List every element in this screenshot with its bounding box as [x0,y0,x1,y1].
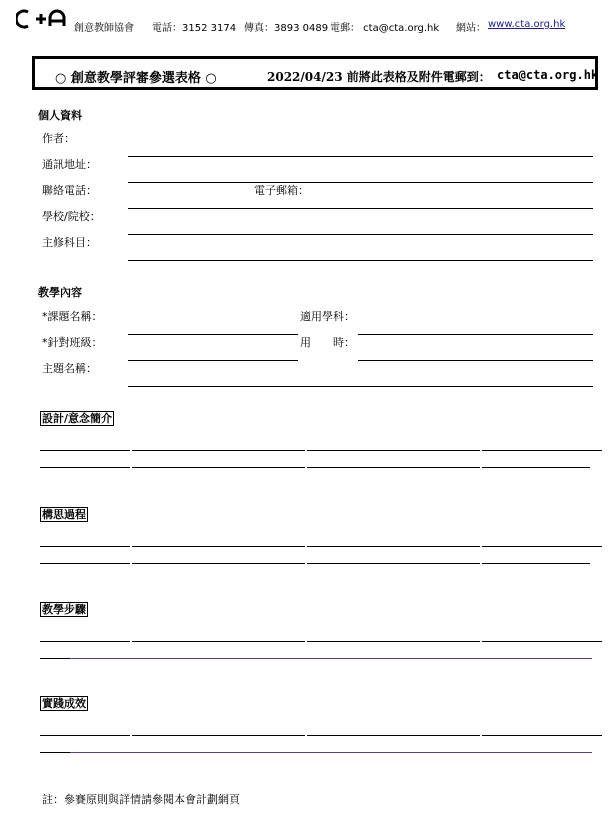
form-title: ○ 創意教學評審參選表格 ○ [55,71,217,86]
phone-label: 聯絡電話： [42,184,97,197]
personal-heading: 個人資料 [38,109,82,122]
deadline-text: 2022/04/23 前將此表格及附件電郵到： [267,70,491,84]
design-line[interactable] [482,450,602,451]
subject-label: 主修科目： [42,236,97,249]
results-line[interactable] [40,752,70,753]
results-line[interactable] [482,735,602,736]
design-line[interactable] [132,450,305,451]
author-label: 作者： [42,132,75,145]
submission-email: cta@cta.org.hk [497,68,599,82]
steps-line[interactable] [40,641,130,642]
steps-heading: 教學步驟 [42,603,86,616]
header-website-link[interactable]: www.cta.org.hk [488,19,566,30]
process-line[interactable] [307,563,480,564]
header-phone: 電話：3152 3174 [152,23,237,34]
process-line[interactable] [132,563,305,564]
process-line[interactable] [307,546,480,547]
process-heading: 構思過程 [42,508,86,521]
applicable-subject-line[interactable] [358,334,593,335]
target-class-line[interactable] [128,360,298,361]
design-line[interactable] [307,450,480,451]
teaching-heading: 教學內容 [38,286,82,299]
author-line[interactable] [128,156,593,157]
subject-line[interactable] [128,260,593,261]
title-box [32,56,598,90]
steps-line[interactable] [40,658,70,659]
header-fax: 傳真：3893 0489 [244,23,329,34]
process-line[interactable] [482,546,602,547]
design-line[interactable] [40,467,130,468]
duration-label: 用 時： [300,336,355,349]
design-line[interactable] [40,450,130,451]
results-heading: 實踐成效 [42,697,86,710]
topic-label: *課題名稱： [42,310,103,323]
process-line[interactable] [132,546,305,547]
results-line[interactable] [40,735,130,736]
header-website-label: 網站： [456,23,486,34]
design-heading: 設計/意念簡介 [42,412,113,425]
process-line[interactable] [40,563,130,564]
org-name: 創意教師協會 [74,23,134,34]
theme-label: 主題名稱： [42,362,97,375]
results-line[interactable] [132,735,305,736]
email-label: 電子郵箱： [254,184,309,197]
phone-email-line[interactable] [128,208,593,209]
results-line[interactable] [307,735,480,736]
results-line[interactable] [70,752,592,753]
school-line[interactable] [128,234,593,235]
steps-line[interactable] [70,658,592,659]
design-line[interactable] [482,467,590,468]
footer-note: 註：參賽原則與詳情請參閱本會計劃網頁 [42,793,240,806]
address-label: 通訊地址： [42,158,97,171]
topic-line[interactable] [128,334,298,335]
steps-line[interactable] [307,641,480,642]
applicable-subject-label: 適用學科： [300,310,355,323]
target-class-label: *針對班級： [42,336,103,349]
school-label: 學校/院校： [42,210,101,223]
process-line[interactable] [40,546,130,547]
design-line[interactable] [132,467,305,468]
header-email: 電郵： cta@cta.org.hk [330,23,440,34]
steps-line[interactable] [132,641,305,642]
design-line[interactable] [307,467,480,468]
theme-line[interactable] [128,386,593,387]
process-line[interactable] [482,563,590,564]
duration-line[interactable] [358,360,593,361]
cta-logo [16,8,72,30]
address-line[interactable] [128,182,593,183]
steps-line[interactable] [482,641,602,642]
